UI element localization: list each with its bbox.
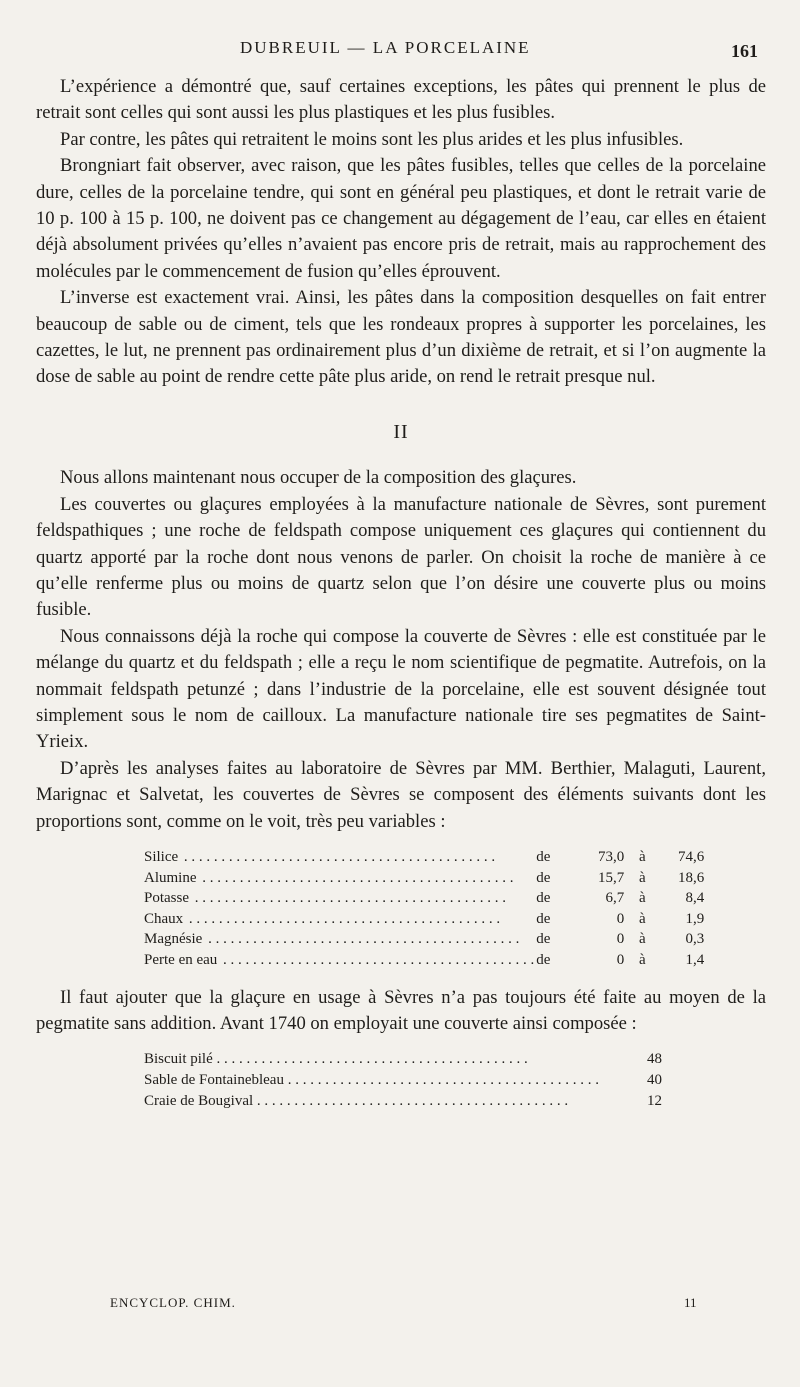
leader-dots [219, 952, 536, 968]
paragraph: Les couvertes ou glaçures employées à la manufacture nationale de Sèvres, sont purement feldspathiques ; une roche de feldspath compose uniquement ces glaçures qui contiennent du quartz apporté par la roche dont nous venons de parler. On choisit la roche de manière à ce qu’elle renferme plus ou moins de quartz selon que l’on désire une couverte plus ou moins fusible. [36, 493, 766, 621]
component-cell [144, 888, 536, 909]
component-name: Alumine [144, 869, 197, 886]
range-to-word: à [638, 869, 646, 886]
table-row [144, 868, 704, 889]
range-min: 6,7 [605, 890, 625, 907]
ingredient-name: Biscuit pilé [144, 1051, 213, 1068]
paragraph: D’après les analyses faites au laboratoire de Sèvres par MM. Berthier, Malaguti, Laurent, Marignac et Salvetat, les couvertes de Sèvres se composent des éléments suivants dont les proportions sont, comme on le voit, très peu variables : [36, 757, 766, 832]
leader-dots [204, 931, 521, 947]
range-max: 8,4 [685, 890, 705, 907]
range-to-word: à [638, 951, 646, 968]
paragraph: Par contre, les pâtes qui retraitent le moins sont les plus arides et les plus infusibles. [60, 128, 684, 150]
ingredient-amount: 12 [647, 1093, 662, 1110]
composition-table [144, 847, 704, 971]
range-min: 15,7 [598, 869, 625, 886]
signature-mark: ENCYCLOP. CHIM. [110, 1295, 236, 1310]
range-max: 0,3 [685, 931, 705, 948]
page-header [0, 38, 800, 62]
paragraph: Il faut ajouter que la glaçure en usage à Sèvres n’a pas toujours été faite au moyen de la pegmatite sans addition. Avant 1740 on employait une couverte ainsi composée : [36, 986, 766, 1034]
range-max: 74,6 [678, 848, 705, 865]
section-heading: II [393, 420, 409, 443]
component-name: Silice [144, 848, 179, 865]
paragraph: L’inverse est exactement vrai. Ainsi, les pâtes dans la composition desquelles on fait entrer beaucoup de sable ou de ciment, tels que les rondeaux propres à supporter les porcelaines, les cazettes, le lut, ne prennent pas ordinairement plus d’un dixième de retrait, et si l’on augmente la dose de sable au point de rendre cette pâte plus aride, on rend le retrait presque nul. [36, 287, 766, 388]
leader-dots [185, 911, 502, 927]
component-name: Magnésie [144, 931, 203, 948]
table-row [144, 1091, 662, 1112]
table-row [144, 1070, 662, 1091]
component-name: Perte en eau [144, 951, 218, 968]
range-min: 73,0 [598, 848, 625, 865]
paragraph: Nous allons maintenant nous occuper de la composition des glaçures. [60, 467, 577, 489]
leader-dots [213, 1051, 528, 1067]
leader-dots [191, 890, 508, 906]
component-cell [144, 847, 536, 868]
range-to-word: à [638, 848, 646, 865]
range-min: 0 [616, 931, 625, 948]
component-cell [144, 868, 536, 889]
table-row [144, 1049, 662, 1070]
leader-dots [284, 1072, 599, 1088]
old-recipe-table [144, 1049, 662, 1112]
table-row [144, 929, 704, 950]
leader-dots [180, 849, 497, 865]
leader-dots [253, 1093, 568, 1109]
paragraph: Nous connaissons déjà la roche qui compose la couverte de Sèvres : elle est constituée par le mélange du quartz et du feldspath ; elle a reçu le nom scientifique de pegmatite. Autrefois, on la nommait feldspath petunzé ; dans l’industrie de la porcelaine, elle est souvent désignée tout simplement sous le nom de cailloux. La manufacture nationale tire ses pegmatites de Saint-Yrieix. [36, 625, 766, 753]
table-row [144, 950, 704, 971]
running-title: DUBREUIL — LA PORCELAINE [240, 38, 531, 57]
range-from-word: de [536, 931, 551, 948]
ingredient-amount: 40 [647, 1072, 662, 1089]
ingredient-amount: 48 [647, 1051, 662, 1068]
range-from-word: de [536, 910, 551, 927]
range-max: 18,6 [678, 869, 705, 886]
range-from-word: de [536, 848, 551, 865]
range-max: 1,4 [685, 951, 705, 968]
ingredient-cell [144, 1070, 622, 1091]
table-row [144, 847, 704, 868]
component-cell [144, 950, 536, 971]
range-min: 0 [616, 951, 625, 968]
range-from-word: de [536, 890, 551, 907]
component-name: Potasse [144, 890, 189, 907]
range-from-word: de [536, 951, 551, 968]
ingredient-name: Sable de Fontainebleau [144, 1072, 284, 1089]
component-name: Chaux [144, 910, 184, 927]
page-body [36, 74, 766, 1112]
component-cell [144, 929, 536, 950]
component-cell [144, 909, 536, 930]
range-to-word: à [638, 890, 646, 907]
leader-dots [199, 870, 516, 886]
ingredient-cell [144, 1049, 622, 1070]
range-min: 0 [616, 910, 625, 927]
table-row [144, 909, 704, 930]
range-to-word: à [638, 910, 646, 927]
table-row [144, 888, 704, 909]
paragraph: Brongniart fait observer, avec raison, que les pâtes fusibles, telles que celles de la porcelaine dure, celles de la porcelaine tendre, qui sont en général peu plastiques, et dont le retrait varie de 10 p. 100 à 15 p. 100, ne doivent pas ce changement au dégagement de l’eau, car elles en étaient déjà absolument privées qu’elles n’avaient pas encore pris de retrait, mais au rapprochement des molécules par le commencement de fusion qu’elles éprouvent. [36, 155, 766, 282]
range-max: 1,9 [685, 910, 705, 927]
ingredient-name: Craie de Bougival [144, 1093, 254, 1110]
signature-number: 11 [684, 1295, 697, 1310]
range-from-word: de [536, 869, 551, 886]
paragraph: L’expérience a démontré que, sauf certaines exceptions, les pâtes qui prennent le plus de retrait sont celles qui sont aussi les plus plastiques et les plus fusibles. [36, 76, 766, 124]
page-number: 161 [731, 41, 758, 61]
range-to-word: à [638, 931, 646, 948]
ingredient-cell [144, 1091, 622, 1112]
